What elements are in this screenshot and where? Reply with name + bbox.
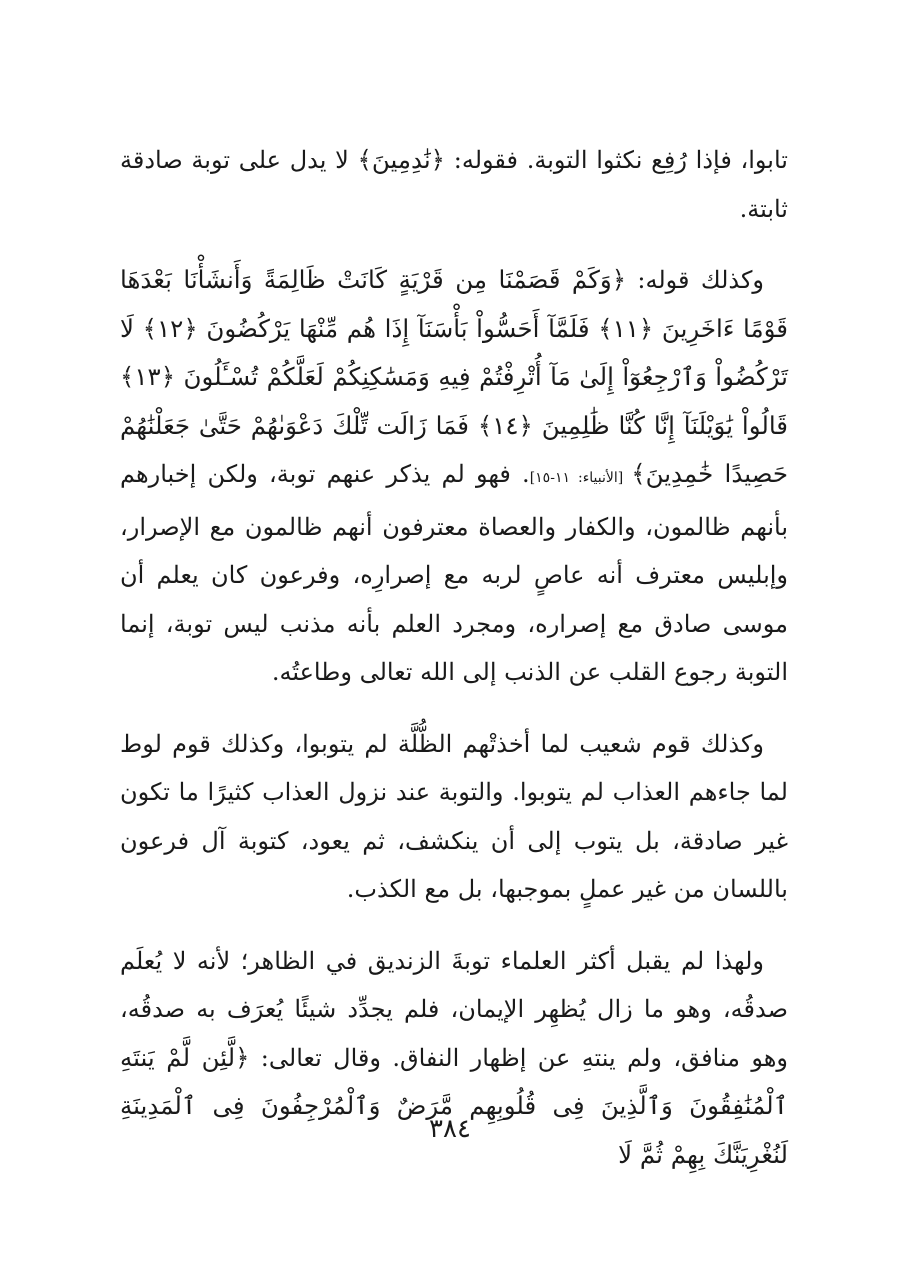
page-body <box>120 136 788 1202</box>
quran-quote: ﴿نَٰدِمِينَ﴾ <box>357 145 446 174</box>
paragraph-text: . فهو لم يذكر عنهم توبة، ولكن إخبارهم بأنهم ظالمون، والكفار والعصاة معترفون أنهم ظالمون مع الإصرار، وإبليس معترف أنه عاصٍ لربه مع إصرارِه، وفرعون كان يعلم أن موسى صادق مع إصراره، ومجرد العلم بأنه مذنب ليس توبة، إنما التوبة رجوع القلب عن الذنب إلى الله تعالى وطاعتُه. <box>120 460 788 686</box>
quran-quote: ﴿وَكَمْ قَصَمْنَا مِن قَرْيَةٍ كَانَتْ ظَالِمَةً وَأَنشَأْنَا بَعْدَهَا قَوْمًا ءَاخَرِينَ ﴿١١﴾ فَلَمَّآ أَحَسُّواْ بَأْسَنَآ إِذَا هُم مِّنْهَا يَرْكُضُونَ ﴿١٢﴾ لَا تَرْكُضُواْ وَٱرْجِعُوٓاْ إِلَىٰ مَآ أُتْرِفْتُمْ فِيهِ وَمَسَٰكِنِكُمْ لَعَلَّكُمْ تُسْـَٔلُونَ ﴿١٣﴾ قَالُواْ يَٰوَيْلَنَآ إِنَّا كُنَّا ظَٰلِمِينَ ﴿١٤﴾ فَمَا زَالَت تِّلْكَ دَعْوَىٰهُمْ حَتَّىٰ جَعَلْنَٰهُمْ حَصِيدًا خَٰمِدِينَ﴾ <box>120 265 789 488</box>
paragraph-text: وكذلك قوم شعيب لما أخذتْهم الظُّلَّة لم يتوبوا، وكذلك قوم لوط لما جاءهم العذاب لم يتوبوا. والتوبة عند نزول العذاب كثيرًا ما تكون غير صادقة، بل يتوب إلى أن ينكشف، ثم يعود، كتوبة آل فرعون باللسان من غير عملٍ بموجبها، بل مع الكذب. <box>120 729 788 903</box>
paragraph-text: لا يدل على توبة صادقة ثابتة. <box>120 146 788 223</box>
paragraph-2 <box>120 256 788 697</box>
surah-reference: [الأنبياء: ١١-١٥] <box>529 470 632 486</box>
paragraph-text: ولهذا لم يقبل أكثر العلماء توبةَ الزنديق في الظاهر؛ لأنه لا يُعلَم صدقُه، وهو ما زال يُظهِر الإيمان، فلم يجدِّد شيئًا يُعرَف به صدقُه، وهو منافق، ولم ينتهِ عن إظهار النفاق. وقال تعالى: <box>120 946 789 1072</box>
paragraph-text: تابوا، فإذا رُفِع نكثوا التوبة. فقوله: <box>445 146 788 174</box>
paragraph-text: وكذلك قوله: <box>626 266 764 294</box>
paragraph-1 <box>120 136 788 233</box>
page-number: ٣٨٤ <box>429 1114 471 1144</box>
quran-quote: ﴿لَّئِن لَّمْ يَنتَهِ ٱلْمُنَٰفِقُونَ وَٱلَّذِينَ فِى قُلُوبِهِم مَّرَضٌ وَٱلْمُرْجِفُونَ فِى ٱلْمَدِينَةِ لَنُغْرِيَنَّكَ بِهِمْ ثُمَّ لَا <box>120 1042 788 1169</box>
paragraph-3 <box>120 720 788 914</box>
